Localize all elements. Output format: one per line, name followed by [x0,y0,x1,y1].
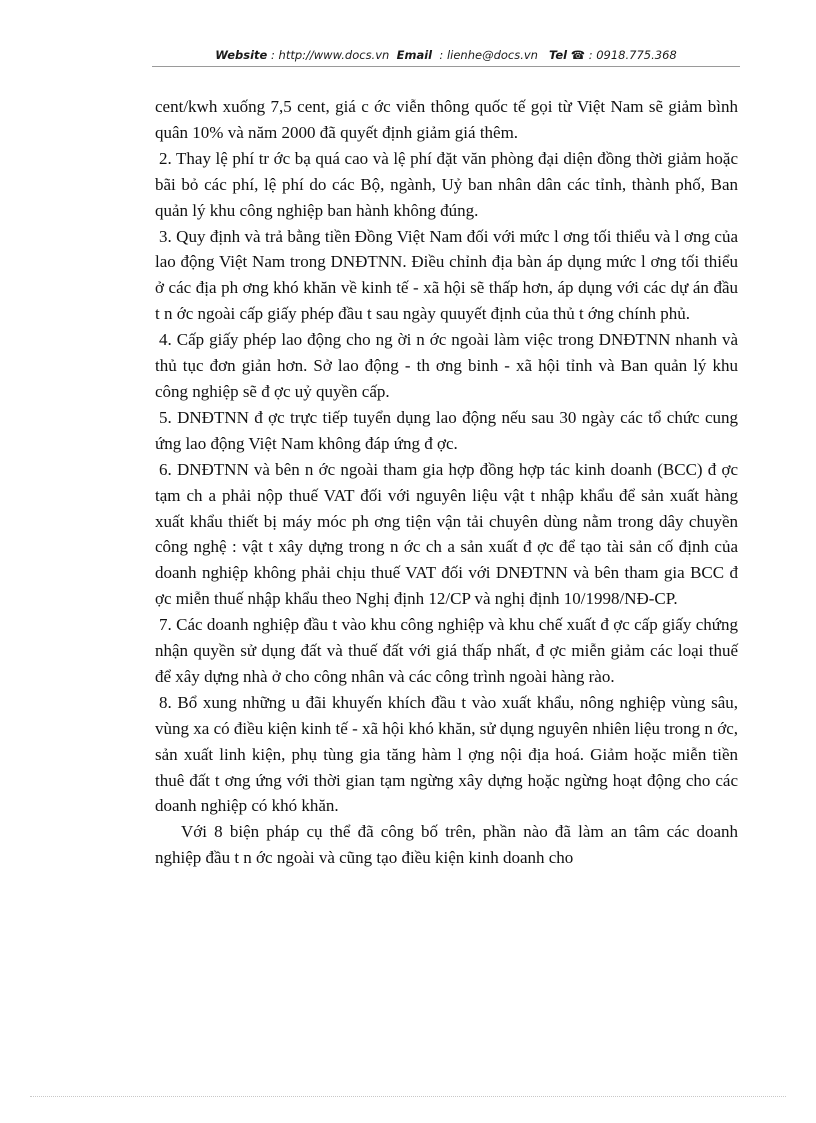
document-body [155,94,738,871]
paragraph-item-2: 2. Thay lệ phí tr ớc bạ quá cao và lệ phí đặt văn phòng đại diện đồng thời giảm hoặc bãi bỏ các phí, lệ phí do các Bộ, ngành, Uỷ ban nhân dân các tỉnh, thành phố, Ban quản lý khu công nghiệp ban hành không đúng. [155,148,738,220]
tel-label: Tel [548,48,568,62]
paragraph-closing: Với 8 biện pháp cụ thể đã công bố trên, phần nào đã làm an tâm các doanh nghiệp đầu t n ớc ngoài và cũng tạo điều kiện kinh doanh cho [155,822,738,868]
paragraph-continuation: cent/kwh xuống 7,5 cent, giá c ớc viễn thông quốc tế gọi từ Việt Nam sẽ giảm bình quân 10% và năm 2000 đã quyết định giảm giá thêm. [155,97,738,142]
email-value: : lienhe@docs.vn [439,48,538,62]
email-label: Email [396,48,433,62]
paragraph-item-5: 5. DNĐTNN đ ợc trực tiếp tuyển dụng lao động nếu sau 30 ngày các tổ chức cung ứng lao động Việt Nam không đáp ứng đ ợc. [155,407,738,453]
tel-value: : 0918.775.368 [588,48,677,62]
phone-icon: ☎ [570,48,586,62]
paragraph-item-7: 7. Các doanh nghiệp đầu t vào khu công nghiệp và khu chế xuất đ ợc cấp giấy chứng nhận quyền sử dụng đất và thuế đất với giá thấp nhất, đ ợc miễn giảm các loại thuế để xây dựng nhà ở cho công nhân và các công trình ngoài hàng rào. [155,615,738,686]
website-value: : http://www.docs.vn [271,48,390,62]
paragraph-item-4: 4. Cấp giấy phép lao động cho ng ời n ớc ngoài làm việc trong DNĐTNN nhanh và thủ tục đơn giản hơn. Sở lao động - th ơng binh - xã hội tỉnh và Ban quản lý khu công nghiệp sẽ đ ợc uỷ quyền cấp. [155,330,738,401]
paragraph-item-6: 6. DNĐTNN và bên n ớc ngoài tham gia hợp đồng hợp tác kinh doanh (BCC) đ ợc tạm ch a phải nộp thuế VAT đối với nguyên liệu vật t nhập khẩu để sản xuất hàng xuất khẩu thiết bị máy móc ph ơng tiện vận tải chuyên dùng nằm trong dây chuyền công nghệ : vật t xây dựng trong n ớc ch a sản xuất đ ợc để tạo tài sản cố định của doanh nghiệp không phải chịu thuế VAT đối với DNĐTNN và bên tham gia BCC đ ợc miễn thuế nhập khẩu theo Nghị định 12/CP và nghị định 10/1998/NĐ-CP. [155,459,738,609]
page-header [152,48,740,66]
paragraph-item-3: 3. Quy định và trả bằng tiền Đồng Việt Nam đối với mức l ơng tối thiểu và l ơng của lao động Việt Nam trong DNĐTNN. Điều chỉnh địa bàn áp dụng mức l ơng tối thiểu ở các địa ph ơng khó khăn về kinh tế - xã hội sẽ thấp hơn, áp dụng với các dự án đầu t n ớc ngoài cấp giấy phép đầu t sau ngày quuyết định của thủ t ớng chính phủ. [155,226,738,324]
footer-divider [30,1096,786,1097]
paragraph-item-8: 8. Bổ xung những u đãi khuyến khích đầu t vào xuất khẩu, nông nghiệp vùng sâu, vùng xa có điều kiện kinh tế - xã hội khó khăn, sử dụng nguyên nhiên liệu trong n ớc, sản xuất linh kiện, phụ tùng gia tăng hàm l ợng nội địa hoá. Giảm hoặc miễn tiền thuê đất t ơng ứng với thời gian tạm ngừng xây dựng hoặc ngừng hoạt động cho các doanh nghiệp có khó khăn. [155,692,738,816]
header-divider [152,66,740,67]
website-label: Website [215,48,268,62]
